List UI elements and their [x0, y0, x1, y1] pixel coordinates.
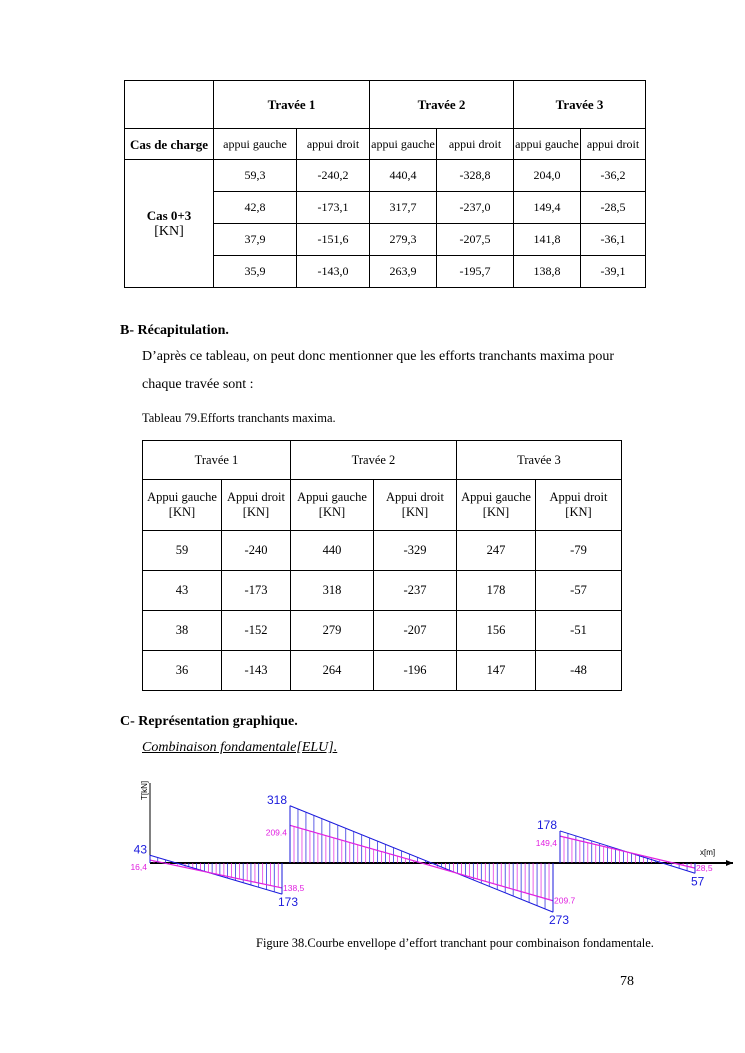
table-cell: -36,2	[581, 160, 646, 192]
table-caption: Tableau 79.Efforts tranchants maxima.	[142, 411, 336, 425]
table-cell: 247	[457, 531, 536, 571]
table-cell: -151,6	[297, 224, 370, 256]
case-name: Cas 0+3	[146, 207, 192, 223]
subheader: appui droit	[297, 129, 370, 160]
table-cell: -39,1	[581, 256, 646, 288]
subheader: Appui droit [KN]	[374, 480, 457, 531]
envelope-label: 273	[549, 913, 570, 928]
table-cell: -51	[536, 611, 622, 651]
table-cell: 138,8	[514, 256, 581, 288]
table-cell: -36,1	[581, 224, 646, 256]
table-cell: -240	[222, 531, 291, 571]
y-axis-label: T[kN]	[140, 780, 149, 800]
table-cell: -328,8	[437, 160, 514, 192]
span-header: Travée 1	[214, 81, 370, 129]
table-cell: -240,2	[297, 160, 370, 192]
table-cell: -207	[374, 611, 457, 651]
span-header: Travée 1	[143, 441, 291, 480]
subheader: Appui droit [KN]	[536, 480, 622, 531]
pink-label: 16,4	[130, 862, 147, 873]
table-cell: -196	[374, 651, 457, 691]
span-header: Travée 3	[514, 81, 646, 129]
table-cell: -28,5	[581, 192, 646, 224]
pink-label: 149,4	[535, 838, 557, 849]
table-cell: 264	[291, 651, 374, 691]
table-cell: 318	[291, 571, 374, 611]
table-cell: 59,3	[214, 160, 297, 192]
table-cell: -173	[222, 571, 291, 611]
table-cell: -143	[222, 651, 291, 691]
table-cell: 279	[291, 611, 374, 651]
subheader: appui gauche	[214, 129, 297, 160]
subheader: Appui gauche [KN]	[457, 480, 536, 531]
table-cell: 35,9	[214, 256, 297, 288]
span-header: Travée 2	[291, 441, 457, 480]
table-cell: 317,7	[370, 192, 437, 224]
pink-label: 138,5	[283, 882, 305, 893]
case-header: Cas de charge	[125, 129, 214, 160]
section-c-title: C- Représentation graphique.	[120, 714, 298, 729]
table-cell: -237	[374, 571, 457, 611]
table-cell: 440,4	[370, 160, 437, 192]
x-axis-label: x[m]	[700, 848, 716, 857]
figure-subtitle: Combinaison fondamentale[ELU].	[142, 740, 338, 755]
table-cell: 37,9	[214, 224, 297, 256]
paragraph: chaque travée sont :	[142, 377, 254, 392]
subheader: Appui droit [KN]	[222, 480, 291, 531]
subheader: appui gauche	[514, 129, 581, 160]
table-cell: 147	[457, 651, 536, 691]
pink-label: 209.4	[265, 827, 287, 838]
x-axis-arrow-icon	[726, 860, 733, 866]
table-cell: -329	[374, 531, 457, 571]
table-cell: 59	[143, 531, 222, 571]
case-unit: [KN]	[154, 223, 184, 239]
table-cell: 149,4	[514, 192, 581, 224]
table-cell: 440	[291, 531, 374, 571]
table-cell: 42,8	[214, 192, 297, 224]
table-cell: 279,3	[370, 224, 437, 256]
figure-caption: Figure 38.Courbe envellope d’effort tranchant pour combinaison fondamentale.	[256, 936, 654, 950]
paragraph: D’après ce tableau, on peut donc mentionner que les efforts tranchants maxima pour	[142, 349, 615, 364]
pink-label: 209.7	[554, 895, 576, 906]
subheader: appui gauche	[370, 129, 437, 160]
envelope-label: 43	[133, 842, 147, 857]
table-cell: -57	[536, 571, 622, 611]
section-b-title: B- Récapitulation.	[120, 323, 229, 338]
table-cell: -48	[536, 651, 622, 691]
table-cell: 178	[457, 571, 536, 611]
table-cell: 43	[143, 571, 222, 611]
envelope-label: 57	[691, 874, 705, 889]
pink-label: 28,5	[696, 863, 713, 874]
table-cell: -237,0	[437, 192, 514, 224]
table-cell: 204,0	[514, 160, 581, 192]
table-cell: 156	[457, 611, 536, 651]
subheader: appui droit	[437, 129, 514, 160]
table-cell: -207,5	[437, 224, 514, 256]
span-header: Travée 3	[457, 441, 622, 480]
envelope-label: 178	[536, 817, 557, 832]
envelope-label: 173	[278, 895, 299, 910]
table-cell: -173,1	[297, 192, 370, 224]
subheader: Appui gauche [KN]	[143, 480, 222, 531]
table-cell: 263,9	[370, 256, 437, 288]
envelope-line	[290, 806, 553, 912]
table-cell: 36	[143, 651, 222, 691]
table-cell: -152	[222, 611, 291, 651]
table-cell: 141,8	[514, 224, 581, 256]
table-cell: -143,0	[297, 256, 370, 288]
envelope-line	[150, 855, 282, 894]
table-cell: -195,7	[437, 256, 514, 288]
page-number: 78	[620, 974, 634, 989]
span-header: Travée 2	[370, 81, 514, 129]
subheader: Appui gauche [KN]	[291, 480, 374, 531]
envelope-label: 318	[266, 792, 287, 807]
table-cell: 38	[143, 611, 222, 651]
table-cell: -79	[536, 531, 622, 571]
subheader: appui droit	[581, 129, 646, 160]
